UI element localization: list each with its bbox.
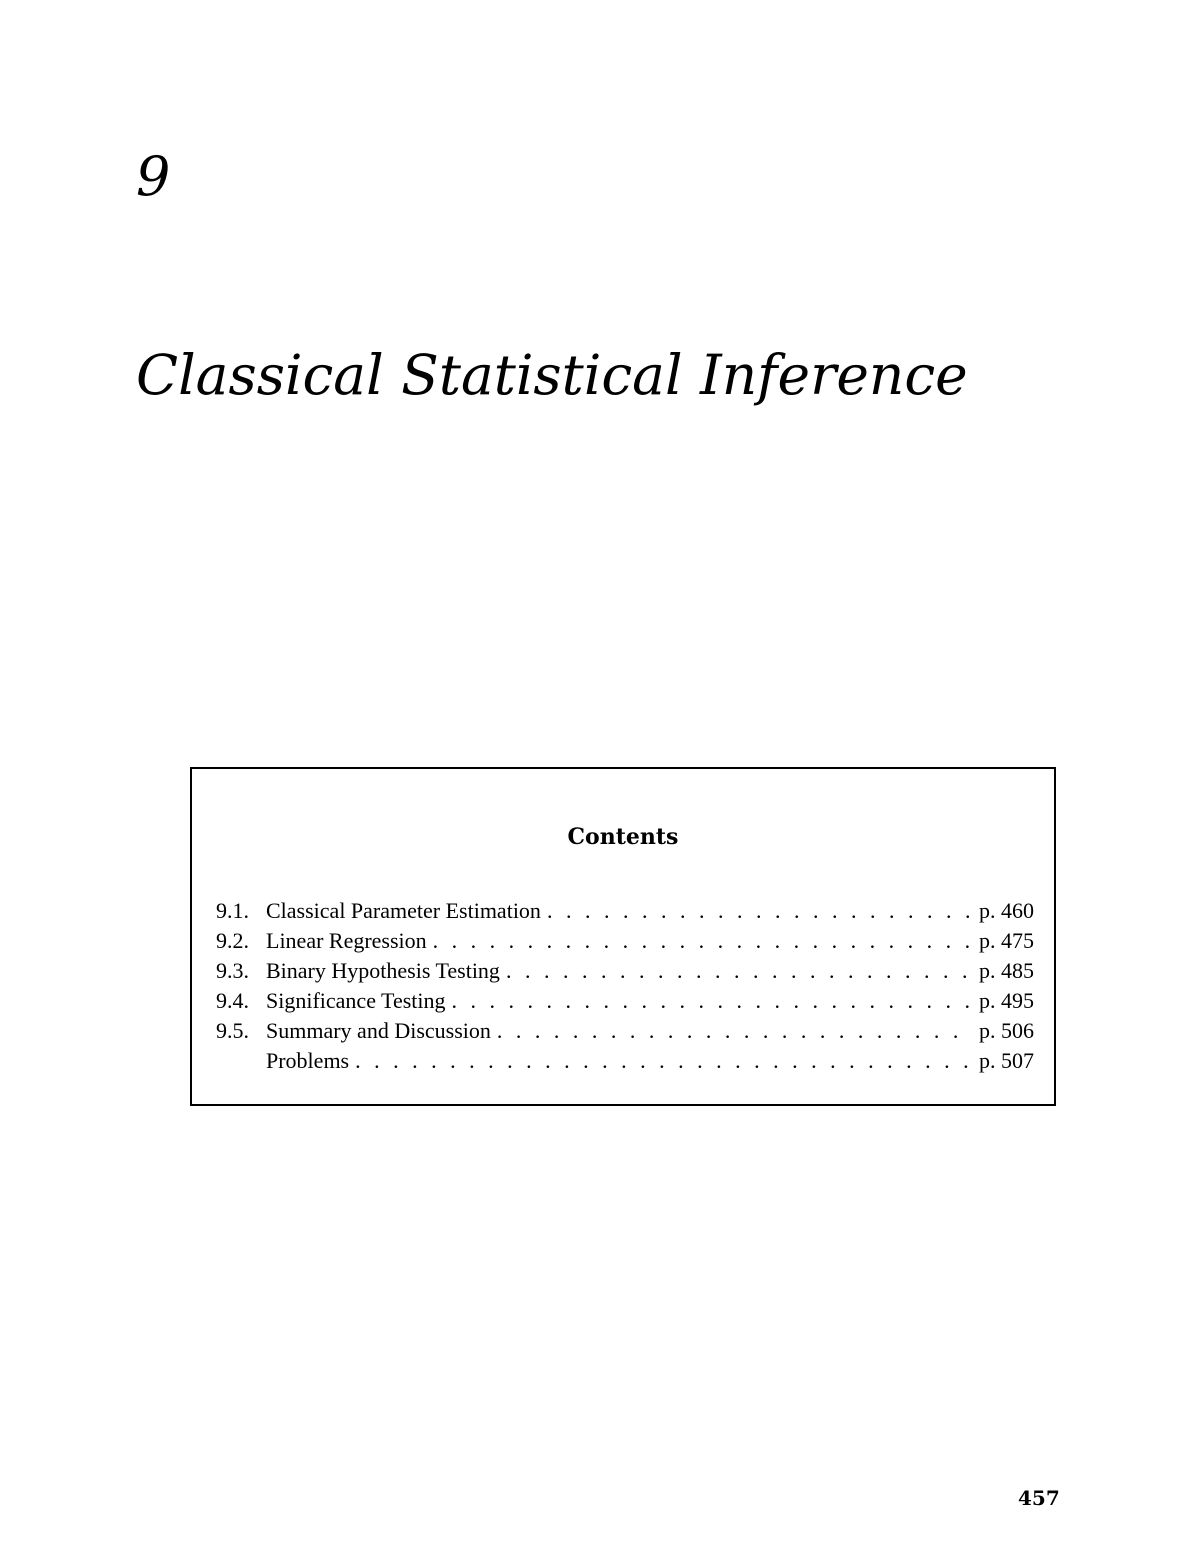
toc-entry[interactable]: [216, 1046, 1034, 1076]
table-of-contents: [216, 896, 1034, 1076]
chapter-number: 9: [136, 145, 171, 208]
toc-entry-page: p. 495: [979, 988, 1034, 1013]
toc-entry-number: 9.3.: [216, 958, 249, 983]
toc-entry-number: 9.1.: [216, 898, 249, 923]
toc-dot-leader: [433, 926, 973, 956]
contents-heading: Contents: [567, 824, 679, 850]
toc-entry-title: Classical Parameter Estimation: [266, 898, 541, 923]
toc-entry[interactable]: [216, 896, 1034, 926]
toc-entry-number: 9.5.: [216, 1018, 249, 1043]
toc-entry-title: Significance Testing: [266, 988, 446, 1013]
toc-dot-leader: [506, 956, 973, 986]
toc-entry-page: p. 507: [979, 1048, 1034, 1073]
toc-entry-page: p. 460: [979, 898, 1034, 923]
toc-entry-page: p. 475: [979, 928, 1034, 953]
toc-entry-title: Binary Hypothesis Testing: [266, 958, 500, 983]
toc-entry[interactable]: [216, 956, 1034, 986]
page-number: 457: [1018, 1486, 1060, 1510]
toc-entry[interactable]: [216, 926, 1034, 956]
toc-entry-title: Summary and Discussion: [266, 1018, 491, 1043]
toc-dot-leader: [452, 986, 973, 1016]
toc-entry[interactable]: [216, 1016, 1034, 1046]
toc-entry-page: p. 506: [979, 1018, 1034, 1043]
toc-entry-title: Problems: [266, 1048, 350, 1073]
toc-entry-number: 9.2.: [216, 928, 249, 953]
toc-entry[interactable]: [216, 986, 1034, 1016]
toc-dot-leader: [355, 1046, 973, 1076]
toc-entry-page: p. 485: [979, 958, 1034, 983]
chapter-title: Classical Statistical Inference: [136, 343, 968, 407]
toc-entry-title: Linear Regression: [266, 928, 427, 953]
contents-box: [190, 767, 1056, 1106]
toc-entry-number: 9.4.: [216, 988, 249, 1013]
toc-dot-leader: [547, 896, 973, 926]
toc-dot-leader: [497, 1016, 973, 1046]
